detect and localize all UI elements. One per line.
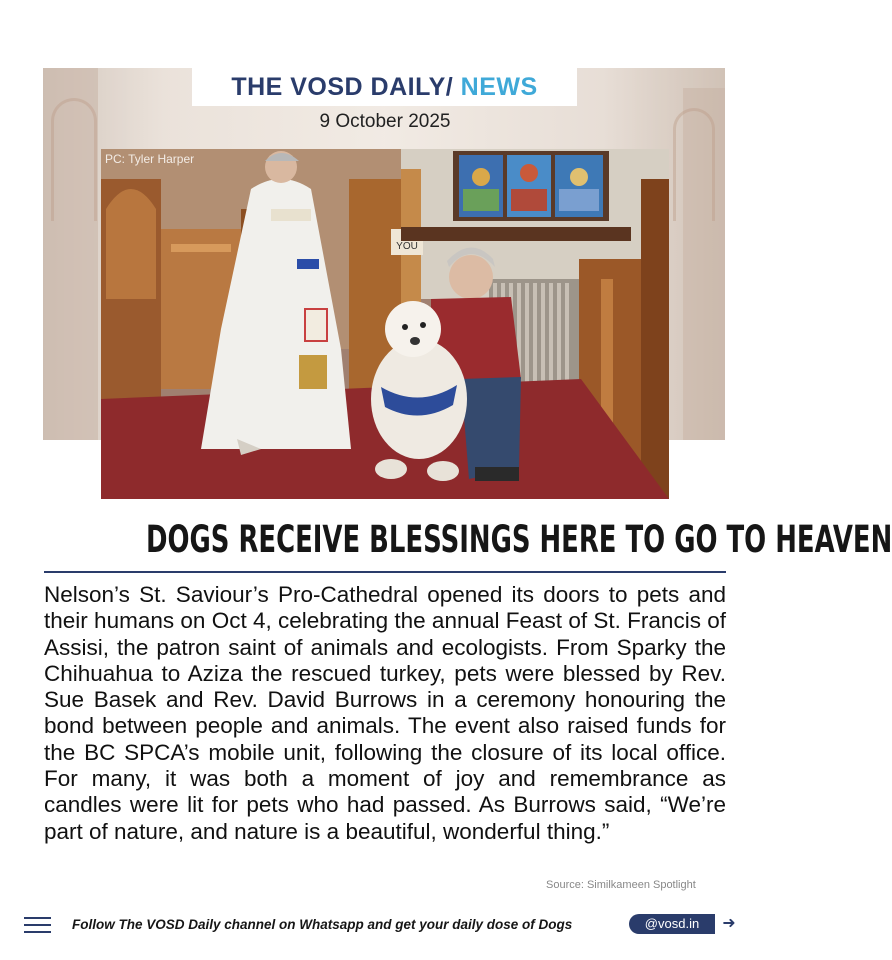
section-name: NEWS [460,73,538,101]
social-handle-link[interactable]: @vosd.in [629,914,715,934]
pulpit-sign-text: YOU [396,241,418,252]
photo-credit: PC: Tyler Harper [105,152,195,166]
follow-channel-text: Follow The VOSD Daily channel on Whatsapp and get your daily dose of Dogs [72,917,573,932]
arrow-right-icon[interactable]: ➜ [722,915,736,932]
publish-date: 9 October 2025 [319,111,451,132]
article-source: Source: Similkameen Spotlight [546,879,696,891]
article-headline: DOGS RECEIVE BLESSINGS HERE TO GO TO HEAVEN [146,518,892,561]
masthead [192,68,577,106]
church-scene-illustration [101,149,669,499]
article-body: Nelson’s St. Saviour’s Pro-Cathedral opened its doors to pets and their humans on Oct 4, celebrating the annual Feast of St. Francis of Assisi, the patron saint of animals and ecologists. From Sparky the Chihuahua to Aziza the rescued turkey, pets were blessed by Rev. Sue Basek and Rev. David Burrows in a ceremony honouring the bond between people and animals. The event also raised funds for the BC SPCA’s mobile unit, following the closure of its local office. For many, it was both a moment of joy and remembrance as candles were lit for pets who had passed. As Burrows said, “We’re part of nature, and nature is a beautiful, wonderful thing.” [44,582,726,844]
article-photo [101,149,669,499]
hamburger-menu-icon[interactable] [24,917,51,938]
brand-name: THE VOSD DAILY/ [231,73,454,101]
headline-divider [44,571,726,573]
